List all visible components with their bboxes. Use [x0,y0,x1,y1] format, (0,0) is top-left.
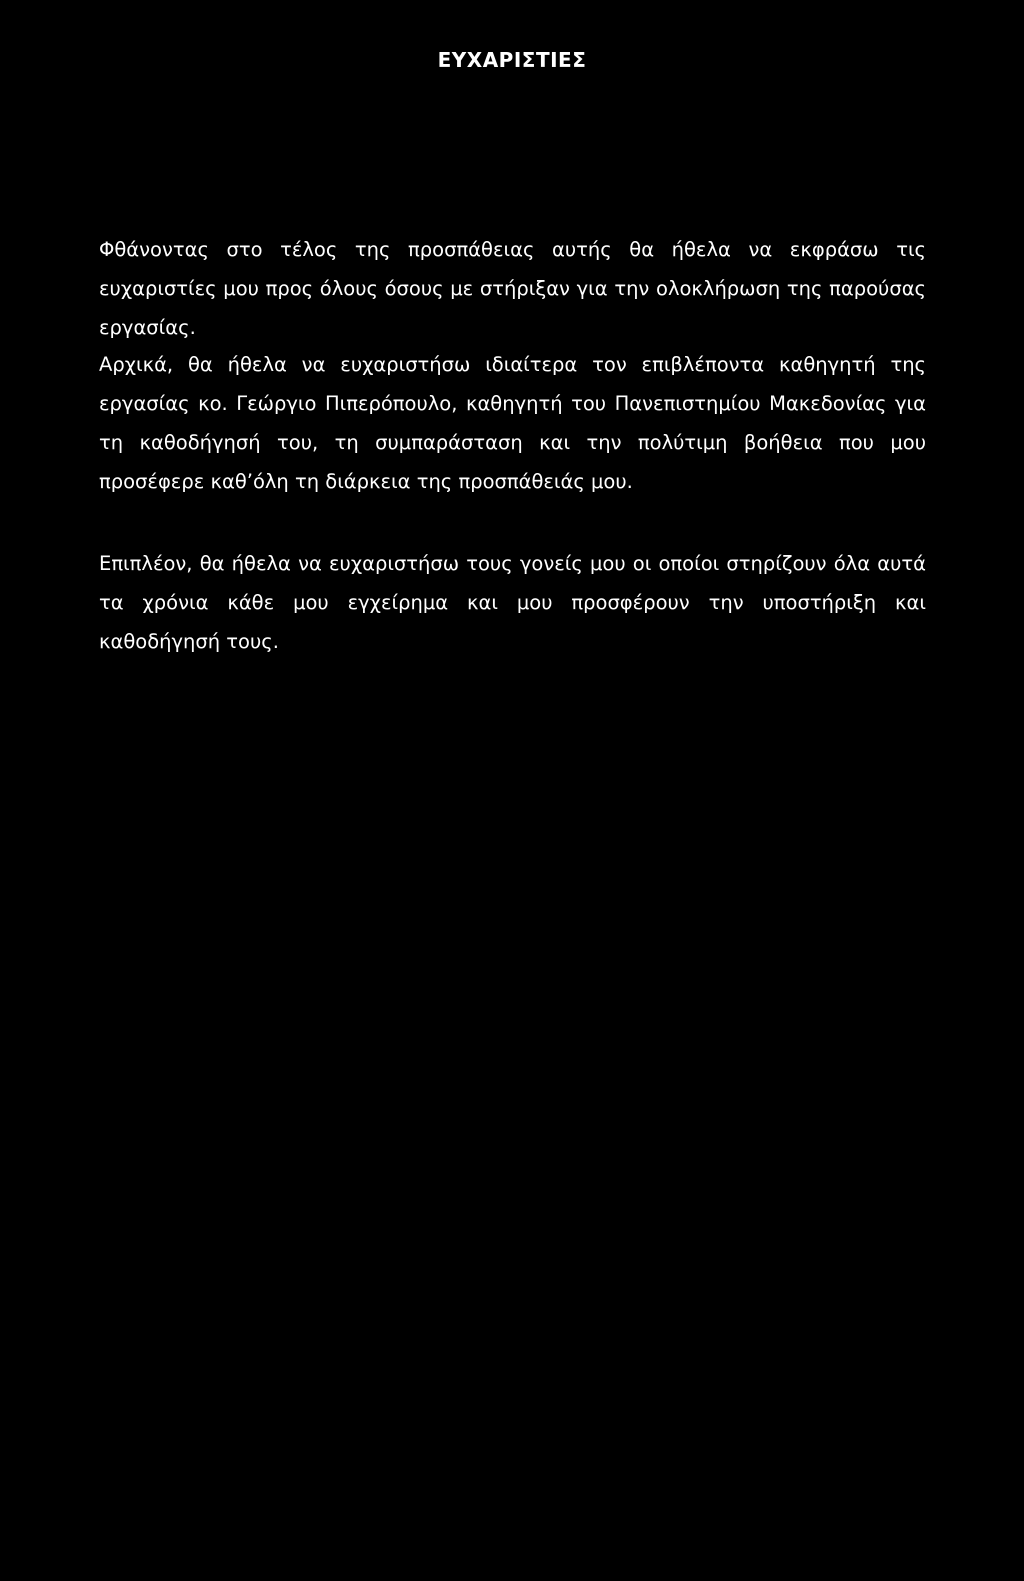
paragraph-supervisor: Αρχικά, θα ήθελα να ευχαριστήσω ιδιαίτερα τον επιβλέποντα καθηγητή της εργασίας κο. Γεώργιο Πιπερόπουλο, καθηγητή του Πανεπιστημίου Μακεδονίας για τη καθοδήγησή του, τη συμπαράσταση και την πολύτιμη βοήθεια που μου προσέφερε καθ’όλη τη διάρκεια της προσπάθειάς μου. [99,353,926,493]
page-title: ΕΥΧΑΡΙΣΤΙΕΣ [437,48,587,72]
paragraph-intro: Φθάνοντας στο τέλος της προσπάθειας αυτής θα ήθελα να εκφράσω τις ευχαριστίες μου προς όλους όσους με στήριξαν για την ολοκλήρωση της παρούσας εργασίας. [99,238,926,339]
paragraph-parents: Επιπλέον, θα ήθελα να ευχαριστήσω τους γονείς μου οι οποίοι στηρίζουν όλα αυτά τα χρόνια κάθε μου εγχείρημα και μου προσφέρουν την υποστήριξη και καθοδήγησή τους. [99,552,926,653]
